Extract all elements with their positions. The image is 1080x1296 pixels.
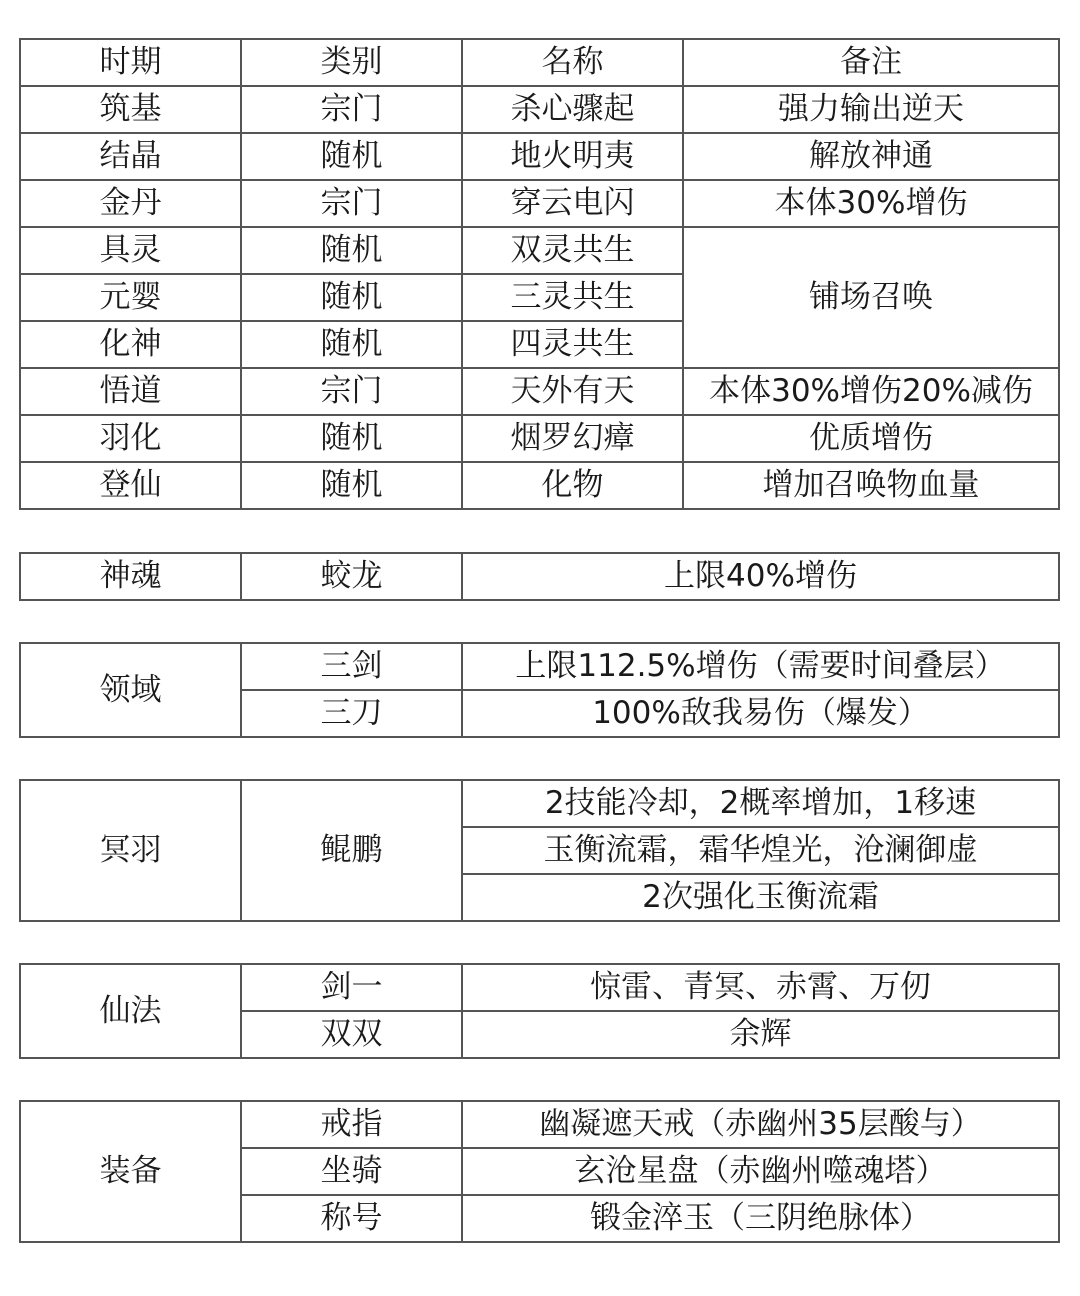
period-cell: 具灵 [20,227,241,274]
table-row [20,415,1059,462]
note-cell: 锻金淬玉（三阴绝脉体） [462,1195,1059,1242]
mingyu-table [19,779,1060,922]
soul-table [19,552,1060,601]
name-cell: 四灵共生 [462,321,683,368]
note-cell: 强力输出逆天 [683,86,1059,133]
period-cell: 结晶 [20,133,241,180]
note-cell: 本体30%增伤 [683,180,1059,227]
name-cell: 天外有天 [462,368,683,415]
note-cell: 增加召唤物血量 [683,462,1059,509]
section-label: 冥羽 [20,780,241,921]
note-cell: 余辉 [462,1011,1059,1058]
period-cell: 金丹 [20,180,241,227]
spell-table [19,963,1060,1059]
item-cell: 称号 [241,1195,462,1242]
header-period: 时期 [20,39,241,86]
domain-table [19,642,1060,738]
category-cell: 宗门 [241,368,462,415]
category-cell: 随机 [241,133,462,180]
section-label: 领域 [20,643,241,737]
table-row [20,368,1059,415]
name-cell: 穿云电闪 [462,180,683,227]
period-cell: 筑基 [20,86,241,133]
category-cell: 随机 [241,321,462,368]
item-cell: 三刀 [241,690,462,737]
period-cell: 化神 [20,321,241,368]
category-cell: 随机 [241,274,462,321]
note-cell: 幽凝遮天戒（赤幽州35层酸与） [462,1101,1059,1148]
period-cell: 登仙 [20,462,241,509]
table-row [20,86,1059,133]
name-cell: 地火明夷 [462,133,683,180]
note-cell: 优质增伤 [683,415,1059,462]
note-cell: 玉衡流霜，霜华煌光，沧澜御虚 [462,827,1059,874]
note-cell: 100%敌我易伤（爆发） [462,690,1059,737]
table-row [20,780,1059,827]
table-row [20,462,1059,509]
table-row [20,227,1059,274]
note-cell: 玄沧星盘（赤幽州噬魂塔） [462,1148,1059,1195]
item-cell: 三剑 [241,643,462,690]
category-cell: 随机 [241,415,462,462]
name-cell: 三灵共生 [462,274,683,321]
category-cell: 宗门 [241,86,462,133]
note-cell: 2次强化玉衡流霜 [462,874,1059,921]
equipment-table [19,1100,1060,1243]
item-cell: 戒指 [241,1101,462,1148]
item-cell: 剑一 [241,964,462,1011]
note-cell: 上限112.5%增伤（需要时间叠层） [462,643,1059,690]
category-cell: 随机 [241,227,462,274]
header-category: 类别 [241,39,462,86]
category-cell: 随机 [241,462,462,509]
name-cell: 化物 [462,462,683,509]
note-cell: 上限40%增伤 [462,553,1059,600]
name-cell: 烟罗幻瘴 [462,415,683,462]
section-label: 神魂 [20,553,241,600]
item-cell: 双双 [241,1011,462,1058]
section-label: 仙法 [20,964,241,1058]
header-row [20,39,1059,86]
category-cell: 宗门 [241,180,462,227]
note-cell: 本体30%增伤20%减伤 [683,368,1059,415]
period-cell: 悟道 [20,368,241,415]
name-cell: 杀心骤起 [462,86,683,133]
table-row [20,133,1059,180]
table-row [20,553,1059,600]
note-cell-merged: 铺场召唤 [683,227,1059,368]
period-cell: 元婴 [20,274,241,321]
table-row [20,180,1059,227]
table-row [20,964,1059,1011]
main-build-table [19,38,1060,510]
item-cell: 鲲鹏 [241,780,462,921]
name-cell: 双灵共生 [462,227,683,274]
item-cell: 坐骑 [241,1148,462,1195]
note-cell: 惊雷、青冥、赤霄、万仞 [462,964,1059,1011]
note-cell: 2技能冷却，2概率增加，1移速 [462,780,1059,827]
table-row [20,1101,1059,1148]
header-name: 名称 [462,39,683,86]
item-cell: 蛟龙 [241,553,462,600]
period-cell: 羽化 [20,415,241,462]
header-note: 备注 [683,39,1059,86]
section-label: 装备 [20,1101,241,1242]
note-cell: 解放神通 [683,133,1059,180]
table-row [20,643,1059,690]
